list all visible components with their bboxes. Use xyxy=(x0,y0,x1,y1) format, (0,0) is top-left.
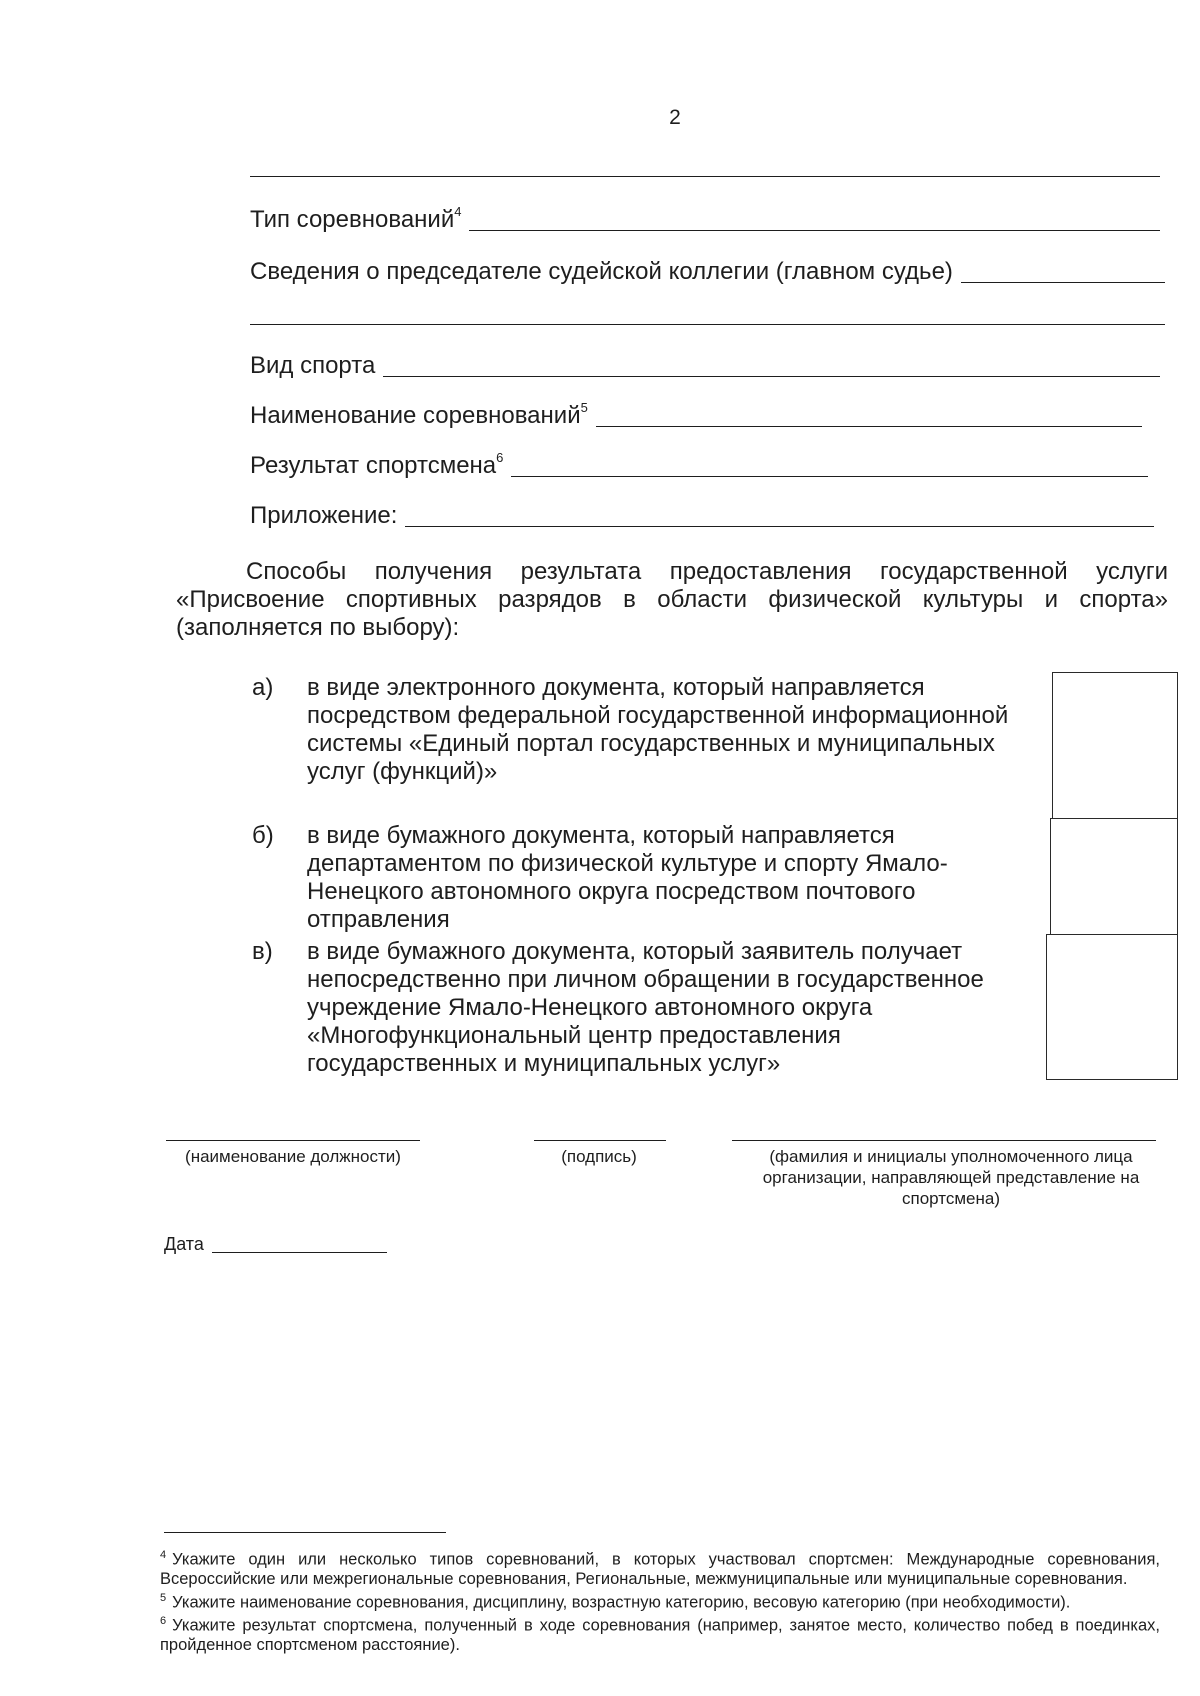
page-number: 2 xyxy=(669,106,681,129)
option-a-text: в виде электронного документа, который направляется посредством федеральной государственной информационной системы «Единый портал государственных и муниципальных услуг (функций)» xyxy=(307,674,1009,785)
option-c-text: в виде бумажного документа, который заявитель получает непосредственно при личном обращении в государственное учреждение Ямало-Ненецкого автономного округа «Многофункциональный центр предоставления государственных и муниципальных услуг» xyxy=(307,938,984,1077)
date-input-line[interactable] xyxy=(212,1252,387,1253)
attachment-field xyxy=(250,502,1154,530)
footnote-5: $^5$ Укажите наименование соревнования, дисциплину, возрастную категорию, весовую категорию (при необходимости). xyxy=(160,1591,1071,1611)
chief-judge-input-line-2[interactable] xyxy=(250,324,1165,325)
attachment-label: Приложение: xyxy=(250,502,398,529)
footnote-separator xyxy=(164,1532,446,1533)
attachment-input-line[interactable] xyxy=(405,526,1154,527)
option-c-checkbox[interactable] xyxy=(1046,934,1178,1080)
footnote-ref-6: 6 xyxy=(496,450,504,465)
competition-type-label: Тип соревнований xyxy=(250,206,455,233)
footnote-4: $^4$ Укажите один или несколько типов соревнований, в которых участвовал спортсмен: Международные соревнования, Всероссийские или межрегиональные соревнования, Региональные, межмуниципальные или муниципальные соревнования. xyxy=(160,1549,1160,1588)
competition-name-field xyxy=(250,402,1142,430)
date-label: Дата xyxy=(164,1234,204,1254)
sport-input-line[interactable] xyxy=(383,376,1160,377)
chief-judge-label: Сведения о председателе судейской коллегии (главном судье) xyxy=(250,258,953,285)
athlete-result-field xyxy=(250,452,1148,480)
name-caption: (фамилия и инициалы уполномоченного лица организации, направляющей представление на спортсмена) xyxy=(762,1147,1140,1208)
option-b-checkbox[interactable] xyxy=(1050,818,1178,936)
sport-label: Вид спорта xyxy=(250,352,376,379)
athlete-result-label: Результат спортсмена xyxy=(250,452,497,479)
signature-caption: (подпись) xyxy=(561,1147,637,1166)
methods-paragraph: Способы получения результата предоставления государственной услуги «Присвоение спортивных разрядов в области физической культуры и спорта» (заполняется по выбору): xyxy=(176,558,1168,641)
option-b-text: в виде бумажного документа, который направляется департаментом по физической культуре и спорту Ямало-Ненецкого автономного округа посредством почтового отправления xyxy=(307,822,948,933)
competition-name-label: Наименование соревнований xyxy=(250,402,581,429)
position-line[interactable] xyxy=(166,1140,420,1141)
option-c-marker: в) xyxy=(252,938,273,965)
competition-type-field xyxy=(250,206,1160,234)
chief-judge-field xyxy=(250,258,1165,286)
footnotes xyxy=(160,1546,1160,1655)
chief-judge-input-line[interactable] xyxy=(961,282,1165,283)
footnote-6: $^6$ Укажите результат спортсмена, полученный в ходе соревнования (например, занятое место, количество побед в поединках, пройденное спортсменом расстояние). xyxy=(160,1615,1160,1654)
name-line[interactable] xyxy=(732,1140,1156,1141)
footnote-ref-5: 5 xyxy=(580,400,588,415)
blank-line-top xyxy=(250,176,1160,177)
option-b xyxy=(252,822,1032,934)
option-c xyxy=(252,938,1032,1078)
sport-field xyxy=(250,352,1160,380)
competition-name-input-line[interactable] xyxy=(596,426,1142,427)
athlete-result-input-line[interactable] xyxy=(511,476,1148,477)
option-a-checkbox[interactable] xyxy=(1052,672,1178,820)
option-b-marker: б) xyxy=(252,822,274,849)
date-field xyxy=(164,1234,387,1255)
position-caption: (наименование должности) xyxy=(185,1147,401,1166)
option-a-marker: а) xyxy=(252,674,274,701)
option-a xyxy=(252,674,1032,786)
footnote-ref-4: 4 xyxy=(454,204,462,219)
signature-line[interactable] xyxy=(534,1140,666,1141)
competition-type-input-line[interactable] xyxy=(469,230,1160,231)
